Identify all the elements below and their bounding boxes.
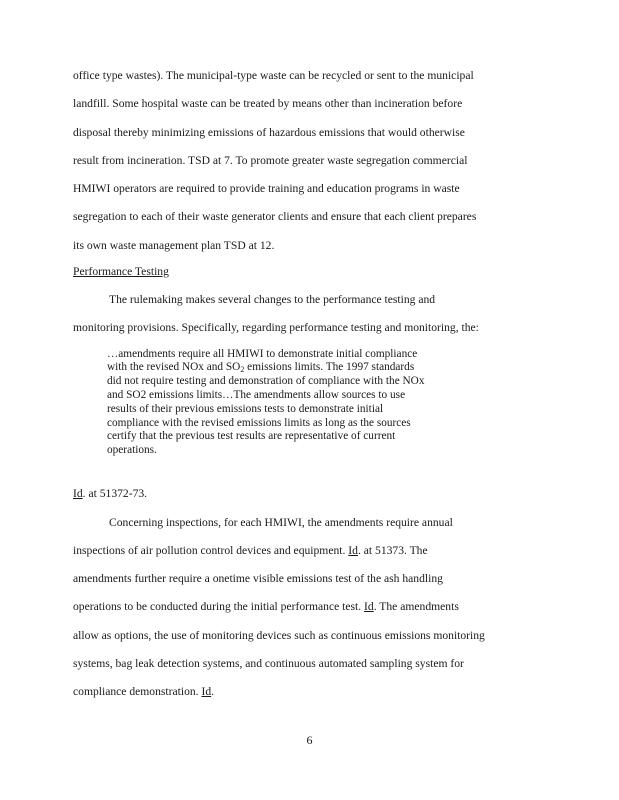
body-line-12: amendments further require a onetime visible emissions test of the ash handling — [73, 572, 443, 585]
body-line-11-post: . at 51373. The — [357, 544, 428, 557]
body-line-16 — [73, 686, 214, 698]
body-line-4: result from incineration. TSD at 7. To promote greater waste segregation commercial — [73, 154, 468, 167]
page-number: 6 — [306, 733, 313, 747]
body-line-16-post: . — [211, 685, 215, 698]
quote-line-1: …amendments require all HMIWI to demonstrate initial compliance — [107, 348, 418, 360]
body-line-11 — [73, 545, 428, 557]
body-line-11-id: Id — [348, 544, 358, 557]
body-line-1: office type wastes). The municipal-type waste can be recycled or sent to the municipal — [73, 69, 474, 82]
body-line-16-pre: compliance demonstration. — [73, 685, 202, 698]
citation-rest: . at 51372-73. — [82, 487, 148, 500]
body-line-14: allow as options, the use of monitoring devices such as continuous emissions monitoring — [73, 629, 485, 642]
body-line-5: HMIWI operators are required to provide training and education programs in waste — [73, 182, 460, 195]
citation-id: Id — [73, 487, 83, 500]
quote-line-5: results of their previous emissions tests to demonstrate initial — [107, 403, 384, 415]
quote-line-2 — [107, 362, 414, 373]
quote-line-7: certify that the previous test results are representative of current — [107, 430, 396, 442]
body-line-11-pre: inspections of air pollution control devices and equipment. — [73, 544, 349, 557]
body-line-13-id: Id — [364, 600, 374, 613]
quote-line-6: compliance with the revised emissions limits as long as the sources — [107, 417, 411, 429]
section-heading: Performance Testing — [73, 265, 169, 278]
body-line-13-post: . The amendments — [373, 600, 459, 613]
quote-line-8: operations. — [107, 444, 157, 456]
body-line-15: systems, bag leak detection systems, and continuous automated sampling system for — [73, 657, 464, 670]
subscript-2: 2 — [240, 365, 245, 374]
body-line-7: its own waste management plan TSD at 12. — [73, 239, 275, 252]
quote-line-4: and SO2 emissions limits…The amendments allow sources to use — [107, 389, 406, 401]
quote-line-2-pre: with the revised NOx and SO — [107, 361, 241, 373]
body-line-16-id: Id — [201, 685, 212, 698]
body-line-2: landfill. Some hospital waste can be treated by means other than incineration before — [73, 97, 463, 110]
citation — [73, 488, 147, 500]
body-line-3: disposal thereby minimizing emissions of hazardous emissions that would otherwise — [73, 126, 465, 139]
body-line-13-pre: operations to be conducted during the initial performance test. — [73, 600, 365, 613]
body-line-10: Concerning inspections, for each HMIWI, the amendments require annual — [109, 516, 453, 529]
body-line-13 — [73, 601, 459, 613]
body-line-8: The rulemaking makes several changes to the performance testing and — [109, 293, 436, 306]
body-line-6: segregation to each of their waste generator clients and ensure that each client prepares — [73, 210, 477, 223]
quote-line-3: did not require testing and demonstration of compliance with the NOx — [107, 375, 425, 387]
quote-line-2-post: emissions limits. The 1997 standards — [244, 361, 415, 373]
body-line-9: monitoring provisions. Specifically, regarding performance testing and monitoring, the: — [73, 321, 479, 334]
